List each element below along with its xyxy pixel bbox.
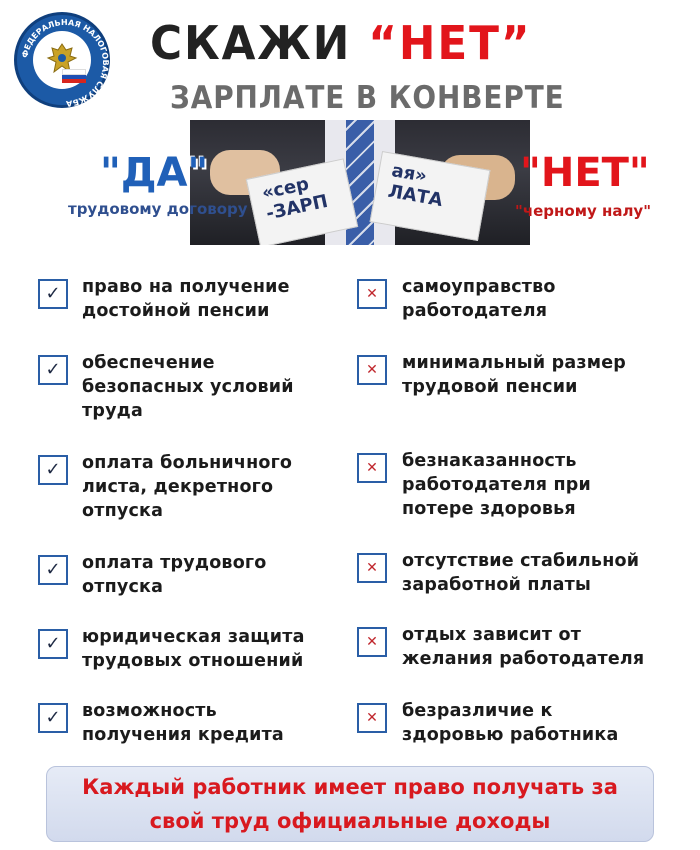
tax-service-logo [14, 12, 110, 108]
list-item [38, 625, 305, 673]
list-item [357, 699, 618, 747]
list-item-text: отдых зависит от желания работодателя [402, 625, 645, 669]
checkbox-check-icon: ✓ [38, 555, 68, 585]
envelope-salary-photo [190, 120, 530, 245]
no-label: "НЕТ" [520, 150, 650, 196]
russian-flag-icon [62, 69, 86, 83]
checkbox-cross-icon: ✕ [357, 453, 387, 483]
list-item-text: обеспечение безопасных условий труда [82, 353, 294, 421]
checkbox-check-icon: ✓ [38, 455, 68, 485]
list-item-text: самоуправство работодателя [402, 277, 556, 321]
checkbox-check-icon: ✓ [38, 355, 68, 385]
checkbox-cross-icon: ✕ [357, 355, 387, 385]
torn-paper-right: ая» ЛАТА [370, 151, 491, 241]
list-item [38, 699, 284, 747]
checkbox-cross-icon: ✕ [357, 627, 387, 657]
yes-caption: трудовому договору [68, 200, 248, 218]
list-item [38, 351, 294, 423]
checkbox-check-icon: ✓ [38, 703, 68, 733]
title-part-2: “НЕТ” [368, 16, 532, 70]
checkbox-check-icon: ✓ [38, 279, 68, 309]
list-item [38, 551, 266, 599]
no-caption: "черному налу" [515, 202, 652, 220]
emblem-icon [33, 31, 91, 89]
list-item-text: минимальный размер трудовой пенсии [402, 353, 626, 397]
list-item-text: оплата больничного листа, декретного отпуска [82, 453, 293, 521]
checkbox-check-icon: ✓ [38, 629, 68, 659]
list-item-text: возможность получения кредита [82, 701, 284, 745]
list-item-text: юридическая защита трудовых отношений [82, 627, 305, 671]
checkbox-cross-icon: ✕ [357, 553, 387, 583]
list-item-text: отсутствие стабильной заработной платы [402, 551, 640, 595]
list-item [357, 549, 639, 597]
yes-label: "ДА" [100, 150, 209, 196]
list-item-text: безнаказанность работодателя при потере здоровья [402, 451, 591, 519]
svg-text:ФЕДЕРАЛЬНАЯ НАЛОГОВАЯ СЛУЖБА: ФЕДЕРАЛЬНАЯ НАЛОГОВАЯ СЛУЖБА [20, 17, 111, 109]
checkbox-cross-icon: ✕ [357, 279, 387, 309]
list-item [357, 275, 556, 323]
main-title [150, 16, 644, 70]
list-item-text: оплата трудового отпуска [82, 553, 267, 597]
list-item [357, 351, 626, 399]
list-item [357, 623, 644, 671]
checkbox-cross-icon: ✕ [357, 703, 387, 733]
torn-paper-left: «сер -ЗАРП [246, 158, 358, 245]
footer-banner: Каждый работник имеет право получать за свой труд официальные доходы [46, 766, 654, 842]
list-item [38, 275, 290, 323]
subtitle: ЗАРПЛАТЕ В КОНВЕРТЕ [170, 80, 565, 116]
list-item-text: безразличие к здоровью работника [402, 701, 619, 745]
list-item [357, 449, 591, 521]
title-part-1: СКАЖИ [150, 16, 369, 70]
list-item-text: право на получение достойной пенсии [82, 277, 290, 321]
list-item [38, 451, 292, 523]
